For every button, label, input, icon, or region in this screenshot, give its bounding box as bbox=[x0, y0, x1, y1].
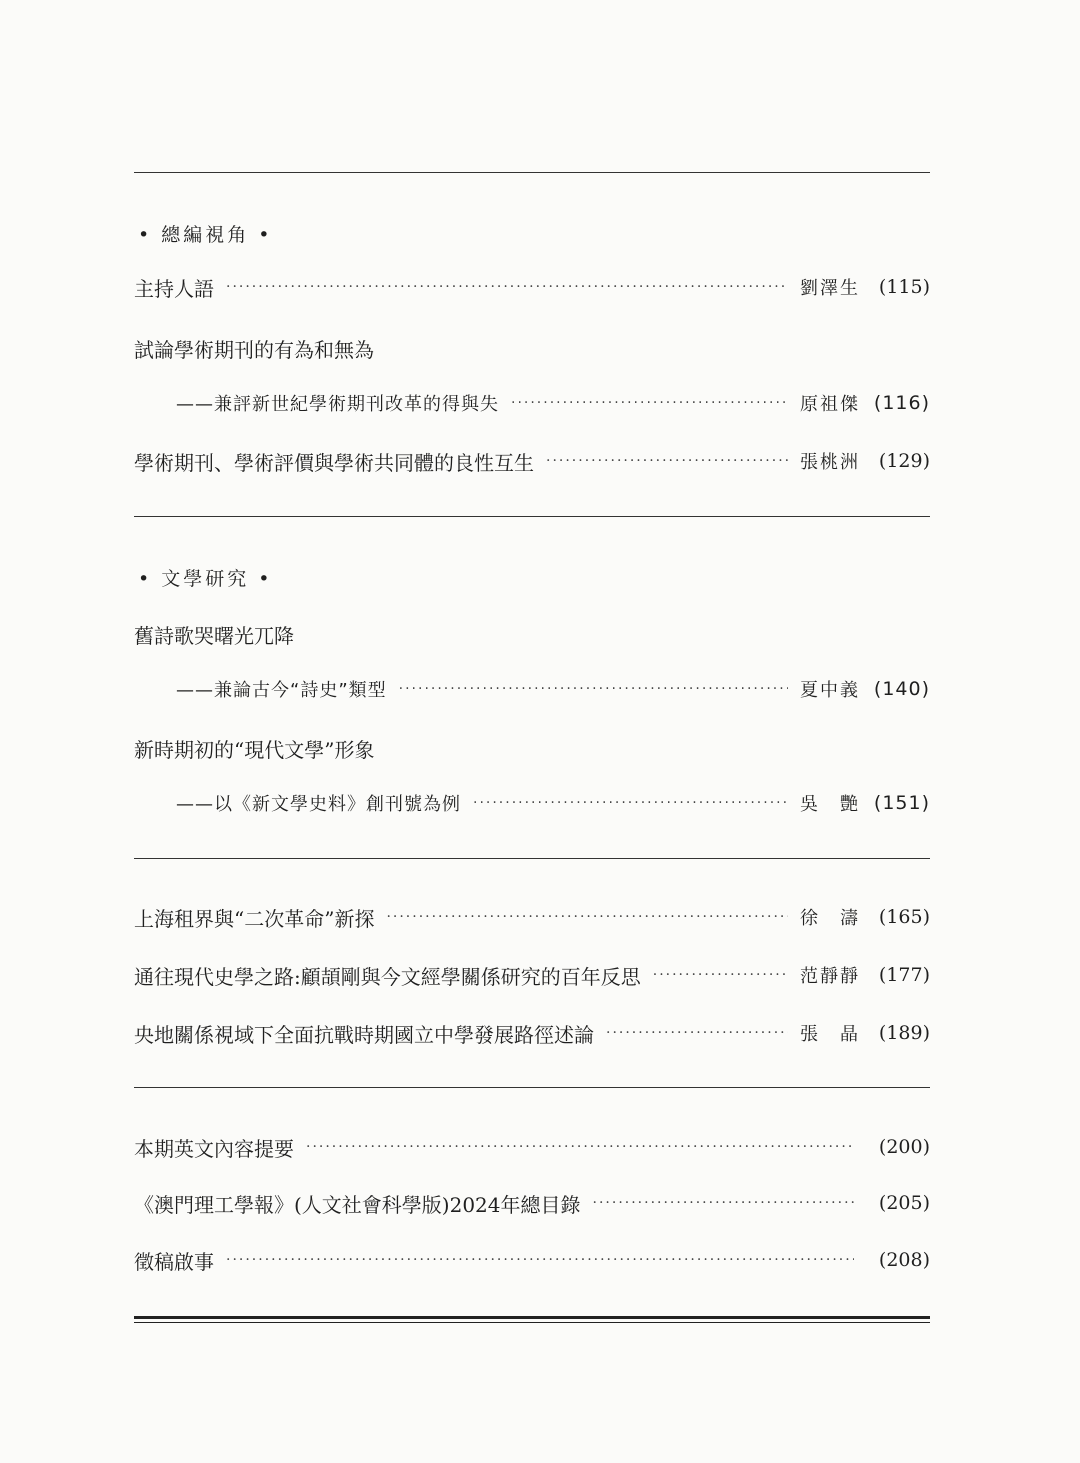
entry-subtitle: ——以《新文學史料》創刊號為例 bbox=[176, 794, 461, 815]
entry-heading[interactable]: 新時期初的“現代文學”形象 bbox=[134, 738, 375, 762]
toc-entry[interactable] bbox=[134, 1132, 930, 1162]
leader-dots bbox=[473, 795, 788, 811]
entry-page: (205) bbox=[878, 1192, 930, 1214]
section-divider bbox=[134, 172, 930, 173]
entry-page: (177) bbox=[878, 964, 930, 986]
closing-double-rule bbox=[134, 1316, 930, 1323]
entry-title: 徵稿啟事 bbox=[134, 1249, 214, 1274]
entry-title: 央地關係視域下全面抗戰時期國立中學發展路徑述論 bbox=[134, 1022, 594, 1047]
toc-entry[interactable] bbox=[134, 902, 930, 932]
entry-author: 張 晶 bbox=[800, 1024, 860, 1045]
toc-entry[interactable] bbox=[134, 446, 930, 476]
leader-dots bbox=[606, 1025, 788, 1041]
toc-entry[interactable] bbox=[134, 1188, 930, 1218]
section-divider bbox=[134, 516, 930, 517]
entry-title: 學術期刊、學術評價與學術共同體的良性互生 bbox=[134, 450, 534, 475]
entry-author: 劉澤生 bbox=[800, 278, 860, 299]
leader-dots bbox=[593, 1195, 854, 1211]
entry-page: (140) bbox=[873, 678, 930, 700]
leader-dots bbox=[653, 967, 788, 983]
section-divider bbox=[134, 858, 930, 859]
entry-subtitle: ——兼評新世紀學術期刊改革的得與失 bbox=[176, 394, 499, 415]
entry-heading[interactable]: 試論學術期刊的有為和無為 bbox=[134, 338, 374, 362]
toc-subentry[interactable] bbox=[176, 388, 930, 418]
entry-page: (200) bbox=[878, 1136, 930, 1158]
entry-page: (189) bbox=[878, 1022, 930, 1044]
toc-subentry[interactable] bbox=[176, 788, 930, 818]
entry-author: 張桃洲 bbox=[800, 452, 860, 473]
entry-title: 本期英文內容提要 bbox=[134, 1136, 294, 1161]
entry-author: 原祖傑 bbox=[800, 394, 860, 415]
entry-subtitle: ——兼論古今“詩史”類型 bbox=[176, 680, 387, 701]
entry-author: 范靜靜 bbox=[800, 966, 860, 987]
entry-page: (208) bbox=[878, 1249, 930, 1271]
toc-entry[interactable] bbox=[134, 1245, 930, 1275]
leader-dots bbox=[386, 909, 788, 925]
entry-title: 《澳門理工學報》(人文社會科學版)2024年總目錄 bbox=[134, 1192, 581, 1217]
leader-dots bbox=[226, 279, 788, 295]
section-title: • 文學研究 • bbox=[138, 568, 273, 590]
section-title: • 總編視角 • bbox=[138, 224, 273, 246]
thick-rule bbox=[134, 1316, 930, 1319]
entry-page: (151) bbox=[873, 792, 930, 814]
leader-dots bbox=[546, 453, 788, 469]
entry-page: (116) bbox=[873, 392, 930, 414]
section-divider bbox=[134, 1087, 930, 1088]
entry-title: 主持人語 bbox=[134, 276, 214, 301]
toc-entry[interactable] bbox=[134, 960, 930, 990]
entry-page: (165) bbox=[878, 906, 930, 928]
thin-rule bbox=[134, 1322, 930, 1323]
entry-author: 夏中義 bbox=[800, 680, 860, 701]
leader-dots bbox=[399, 681, 788, 697]
entry-title: 上海租界與“二次革命”新探 bbox=[134, 906, 375, 931]
toc-entry[interactable] bbox=[134, 272, 930, 302]
entry-title: 通往現代史學之路:顧頡剛與今文經學關係研究的百年反思 bbox=[134, 964, 641, 989]
toc-entry[interactable] bbox=[134, 1018, 930, 1048]
entry-author: 吳 艷 bbox=[800, 794, 860, 815]
leader-dots bbox=[511, 395, 788, 411]
leader-dots bbox=[306, 1139, 854, 1155]
entry-heading[interactable]: 舊詩歌哭曙光兀降 bbox=[134, 624, 294, 648]
entry-page: (129) bbox=[878, 450, 930, 472]
leader-dots bbox=[226, 1252, 854, 1268]
entry-page: (115) bbox=[878, 276, 930, 298]
entry-author: 徐 濤 bbox=[800, 908, 860, 929]
toc-subentry[interactable] bbox=[176, 674, 930, 704]
